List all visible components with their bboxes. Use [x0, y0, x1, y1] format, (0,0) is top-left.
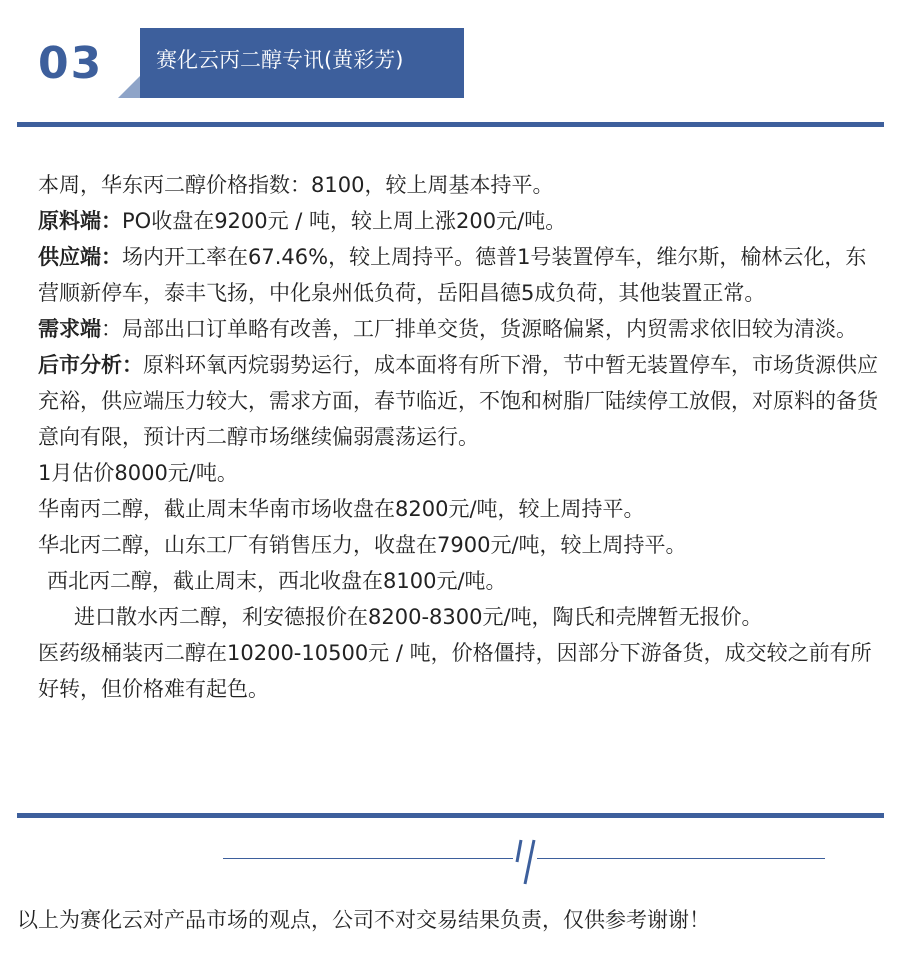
outlook-paragraph	[38, 347, 878, 455]
south-china-line: 华南丙二醇，截止周末华南市场收盘在8200元/吨，较上周持平。	[38, 497, 645, 521]
raw-material-text: PO收盘在9200元 / 吨，较上周上涨200元/吨。	[122, 209, 567, 233]
pharma-paragraph: 医药级桶装丙二醇在10200-10500元 / 吨，价格僵持，因部分下游备货，成交较之前有所好转，但价格难有起色。	[38, 641, 872, 701]
outlook-text: 原料环氧丙烷弱势运行，成本面将有所下滑，节中暂无装置停车，市场货源供应充裕，供应端压力较大，需求方面，春节临近，不饱和树脂厂陆续停工放假，对原料的备货意向有限，预计丙二醇市场继续偏弱震荡运行。	[38, 353, 878, 449]
raw-material-label: 原料端：	[38, 209, 122, 233]
demand-label: 需求端	[38, 317, 101, 341]
demand-text: ：局部出口订单略有改善，工厂排单交货，货源略偏紧，内贸需求依旧较为清淡。	[101, 317, 857, 341]
disclaimer-text: 以上为赛化云对产品市场的观点，公司不对交易结果负责，仅供参考谢谢！	[17, 908, 710, 932]
north-china-line: 华北丙二醇，山东工厂有销售压力，收盘在7900元/吨，较上周持平。	[38, 533, 687, 557]
ornament-line-left	[223, 858, 513, 859]
imported-line: 进口散水丙二醇，利安德报价在8200-8300元/吨，陶氏和壳牌暂无报价。	[74, 605, 763, 629]
supply-label: 供应端：	[38, 245, 122, 269]
slash-short	[517, 840, 521, 862]
double-slash-icon	[512, 836, 540, 886]
ornament-line-right	[537, 858, 825, 859]
supply-text: 场内开工率在67.46%，较上周持平。德普1号装置停车，维尔斯，榆林云化，东营顺新停车，泰丰飞扬，中化泉州低负荷，岳阳昌德5成负荷，其他装置正常。	[38, 245, 867, 305]
price-index-line: 本周，华东丙二醇价格指数：8100，较上周基本持平。	[38, 173, 554, 197]
price-estimate: 1月估价8000元/吨。	[38, 461, 238, 485]
report-body	[38, 167, 878, 707]
slash-long	[525, 840, 534, 884]
header-divider	[17, 122, 884, 127]
demand-paragraph	[38, 311, 878, 347]
title-banner-fold	[118, 76, 140, 98]
footer-divider	[17, 813, 884, 818]
raw-material-paragraph	[38, 203, 878, 239]
report-title: 赛化云丙二醇专讯(黄彩芳)	[156, 48, 404, 72]
section-number: 03	[38, 38, 104, 89]
northwest-line: 西北丙二醇，截止周末，西北收盘在8100元/吨。	[47, 569, 507, 593]
outlook-label: 后市分析：	[38, 353, 143, 377]
supply-paragraph	[38, 239, 878, 311]
